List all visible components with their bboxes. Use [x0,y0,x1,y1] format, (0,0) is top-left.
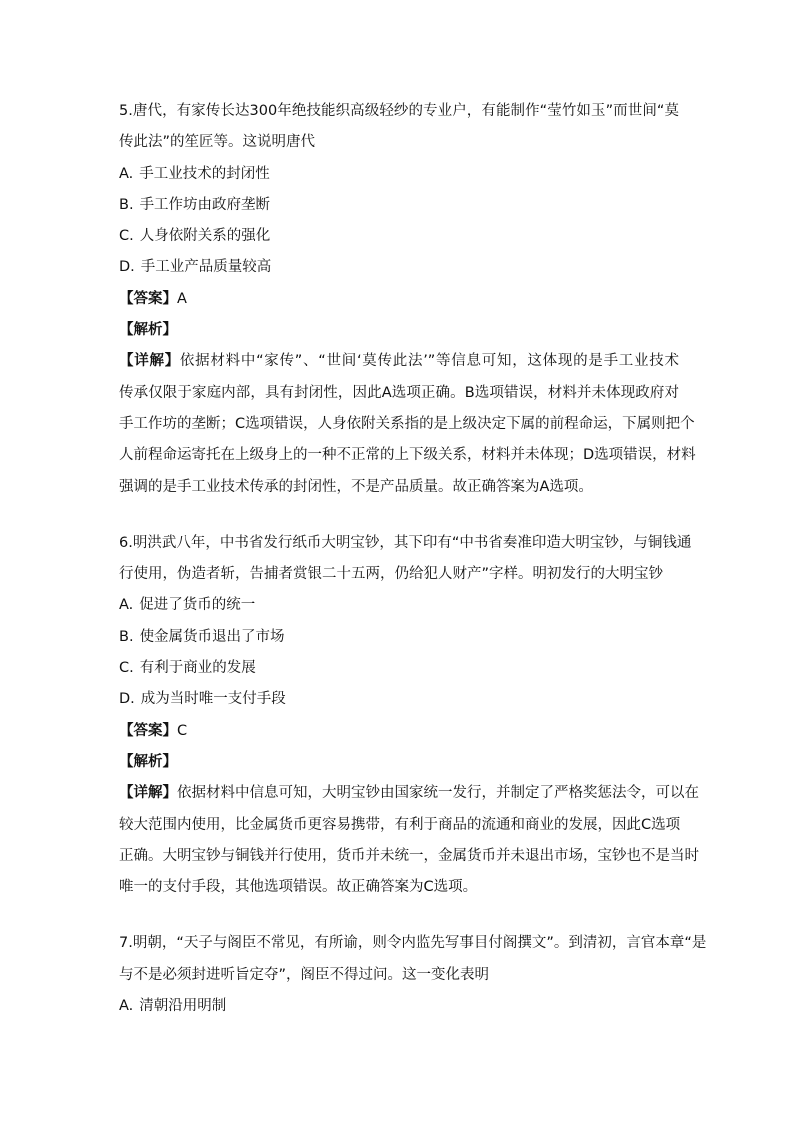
question-stem-line: 行使用，伪造者斩，告捕者赏银二十五两，仍给犯人财产”字样。明初发行的大明宝钞 [119,566,664,583]
option-letter: A. [119,597,134,614]
question-stem-line: 5.唐代，有家传长达300年绝技能织高级轻纱的专业户，有能制作“莹竹如玉”而世间“莫 [119,103,679,119]
detail-line: 较大范围内使用，比金属货币更容易携带，有利于商品的流通和商业的发展，因此C选项 [119,816,681,833]
detail-line: 手工作坊的垄断；C选项错误，人身依附关系指的是上级决定下属的前程命运，下属则把个 [119,415,695,432]
answer-value: C [177,722,188,739]
option-d [119,252,679,283]
option-b [119,190,679,221]
option-text: 人身依附关系的强化 [139,228,271,245]
detail-tag: 【详解】 [119,353,180,370]
option-letter: D. [119,691,135,708]
option-c [119,653,679,684]
detail-line: 传承仅限于家庭内部，具有封闭性，因此A选项正确。B选项错误，材料并未体现政府对 [119,384,679,401]
document-page [119,96,707,1022]
option-a [119,159,679,190]
question-stem-line: 6.明洪武八年，中书省发行纸币大明宝钞，其下印有“中书省奏准印造大明宝钞，与铜钱通 [119,534,692,551]
detail-tag: 【详解】 [119,785,177,802]
option-text: 手工作坊由政府垄断 [139,196,271,213]
option-a [119,991,679,1022]
option-letter: C. [119,660,134,677]
detail-line [119,346,679,377]
option-letter: B. [119,628,134,645]
detail-line [119,778,699,809]
answer-tag: 【答案】 [119,290,177,307]
question-5 [119,96,696,503]
detail-line: 人前程命运寄托在上级身上的一种不正常的上下级关系，材料并未体现；D选项错误，材料 [119,447,696,464]
option-letter: C. [119,228,134,245]
option-text: 清朝沿用明制 [139,998,227,1015]
answer-line [119,716,679,747]
option-c [119,221,679,252]
answer-line [119,284,679,315]
option-letter: D. [119,259,135,276]
option-letter: B. [119,196,134,213]
option-a [119,590,679,621]
question-6 [119,528,699,904]
option-text: 使金属货币退出了市场 [139,628,285,645]
detail-text: 依据材料中信息可知，大明宝钞由国家统一发行，并制定了严格奖惩法令，可以在 [177,785,699,802]
detail-text: 依据材料中“家传”、“世间‘莫传此法’”等信息可知，这体现的是手工业技术 [179,353,680,370]
detail-line: 唯一的支付手段，其他选项错误。故正确答案为C选项。 [119,879,478,896]
option-text: 手工业产品质量较高 [140,259,272,276]
option-text: 促进了货币的统一 [139,597,256,614]
option-text: 成为当时唯一支付手段 [140,691,286,708]
spacer [119,503,679,528]
option-d [119,684,679,715]
question-stem-line: 传此法”的笙匠等。这说明唐代 [119,134,316,151]
analysis-tag: 【解析】 [119,753,177,770]
detail-line: 正确。大明宝钞与铜钱并行使用，货币并未统一，金属货币并未退出市场，宝钞也不是当时 [119,847,699,864]
answer-value: A [177,290,187,307]
option-text: 有利于商业的发展 [139,660,256,677]
answer-tag: 【答案】 [119,722,177,739]
detail-line: 强调的是手工业技术传承的封闭性，不是产品质量。故正确答案为A选项。 [119,478,593,495]
question-7 [119,928,707,1022]
spacer [119,903,679,928]
question-stem-line: 7.明朝，“天子与阁臣不常见，有所谕，则令内监先写事目付阁撰文”。到清初，言官本章“是 [119,935,707,952]
option-letter: A. [119,165,134,182]
option-letter: A. [119,998,134,1015]
option-b [119,622,679,653]
question-stem-line: 与不是必须封进听旨定夺”，阁臣不得过问。这一变化表明 [119,966,490,983]
option-text: 手工业技术的封闭性 [139,165,270,182]
analysis-tag: 【解析】 [119,322,177,339]
